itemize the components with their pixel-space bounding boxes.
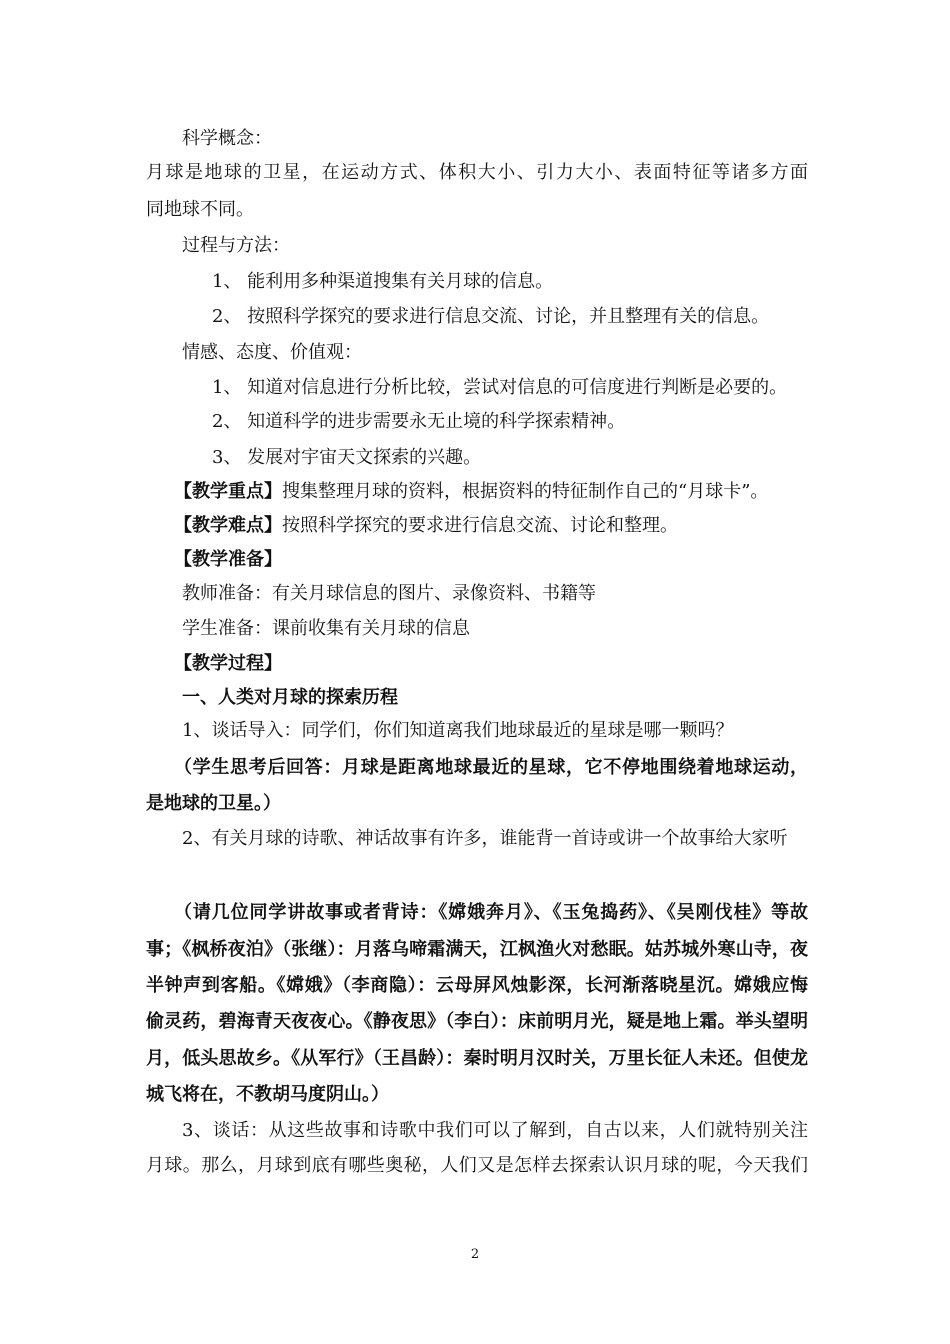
page-number: 2 (470, 1247, 480, 1262)
list-item: 1、 能利用多种渠道搜集有关月球的信息。 (212, 271, 554, 292)
answer-line: （学生思考后回答：月球是距离地球最近的星球，它不停地围绕着地球运动， (174, 757, 808, 778)
poem-line: 城飞将在，不教胡马度阴山。） (146, 1084, 389, 1105)
heading-science-concept: 科学概念： (182, 128, 272, 149)
list-item: 2、 知道科学的进步需要永无止境的科学探索精神。 (212, 411, 626, 432)
list-item: 2、 按照科学探究的要求进行信息交流、讨论，并且整理有关的信息。 (212, 306, 770, 327)
heading-emotion-values: 情感、态度、价值观： (182, 342, 362, 363)
teaching-difficulty-text: 按照科学探究的要求进行信息交流、讨论和整理。 (282, 515, 678, 536)
paragraph-line: 教师准备：有关月球信息的图片、录像资料、书籍等 (182, 583, 596, 604)
answer-line: 是地球的卫星。） (146, 793, 281, 814)
heading-teaching-prep: 【教学准备】 (174, 549, 282, 570)
teaching-focus-label: 【教学重点】 (174, 481, 282, 502)
list-item: 1、 知道对信息进行分析比较，尝试对信息的可信度进行判断是必要的。 (212, 377, 788, 398)
paragraph-line: 学生准备：课前收集有关月球的信息 (182, 618, 470, 639)
paragraph-line: 1、谈话导入：同学们，你们知道离我们地球最近的星球是哪一颗吗？ (182, 720, 734, 741)
paragraph-line: 月球是地球的卫星，在运动方式、体积大小、引力大小、表面特征等诸多方面 (146, 162, 808, 183)
teaching-difficulty-label: 【教学难点】 (174, 515, 282, 536)
section-heading: 一、人类对月球的探索历程 (182, 687, 398, 708)
heading-teaching-process: 【教学过程】 (174, 653, 282, 674)
poem-line: 事；《枫桥夜泊》（张继）：月落乌啼霜满天，江枫渔火对愁眠。姑苏城外寒山寺，夜 (146, 939, 808, 960)
paragraph-line: 3、谈话：从这些故事和诗歌中我们可以了解到，自古以来，人们就特别关注 (182, 1120, 808, 1141)
poem-line: 半钟声到客船。《嫦娥》（李商隐）：云母屏风烛影深，长河渐落晓星沉。嫦娥应悔 (146, 975, 808, 996)
poem-line: 月，低头思故乡。《从军行》（王昌龄）：秦时明月汉时关，万里长征人未还。但使龙 (146, 1048, 808, 1069)
teaching-difficulty (174, 514, 678, 538)
paragraph-line: 月球。那么，月球到底有哪些奥秘，人们又是怎样去探索认识月球的呢，今天我们 (146, 1155, 808, 1176)
poem-line: （请几位同学讲故事或者背诗：《嫦娥奔月》、《玉兔捣药》、《吴刚伐桂》等故 (174, 902, 808, 923)
teaching-focus (174, 480, 768, 504)
heading-process-method: 过程与方法： (182, 235, 290, 256)
poem-line: 偷灵药，碧海青天夜夜心。《静夜思》（李白）：床前明月光，疑是地上霜。举头望明 (146, 1011, 808, 1032)
paragraph-line: 同地球不同。 (146, 199, 254, 220)
paragraph-line: 2、有关月球的诗歌、神话故事有许多，谁能背一首诗或讲一个故事给大家听 (182, 828, 788, 849)
list-item: 3、 发展对宇宙天文探索的兴趣。 (212, 447, 482, 468)
teaching-focus-text: 搜集整理月球的资料，根据资料的特征制作自己的“月球卡”。 (282, 481, 769, 502)
